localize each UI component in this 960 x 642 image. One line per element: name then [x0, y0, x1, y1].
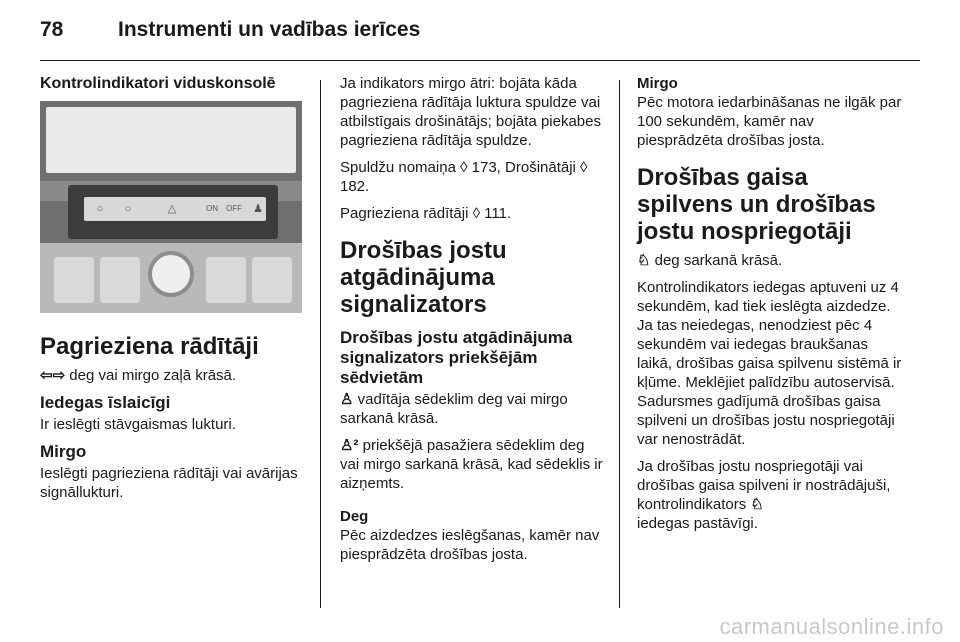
column-2	[340, 74, 605, 572]
paragraph: ♙² priekšējā pasažiera sēdeklim deg vai mirgo sarkanā krāsā, kad sēdeklis ir aizņemts.	[340, 437, 603, 492]
column-divider-2	[619, 80, 620, 608]
paragraph: Ja drošības jostu nospriegotāji vai drošības gaisa spilveni ir nostrādājuši, kontrolindikators ♘ iedegas pastāvīgi.	[637, 458, 891, 532]
watermark-url: carmanualsonline.info	[719, 614, 944, 639]
console-photo	[40, 101, 302, 313]
paragraph: Pagrieziena rādītāji ◊ 111.	[340, 205, 512, 222]
paragraph: ♘ deg sarkanā krāsā.	[637, 252, 783, 269]
column-1	[40, 74, 305, 510]
paragraph: Ieslēgti pagrieziena rādītāji vai avārijas signāllukturi.	[40, 465, 298, 501]
header-divider	[40, 60, 920, 61]
paragraph: Pēc aizdedzes ieslēgšanas, kamēr nav piesprādzēta drošības josta.	[340, 527, 600, 563]
section-label: Kontrolindikatori viduskonsolē	[40, 75, 276, 92]
subheading-flashing: Mirgo	[40, 442, 87, 461]
hazard-icon: △	[167, 203, 177, 215]
airbag-on-indicator: ON	[206, 204, 218, 213]
subheading-flashing: Mirgo	[637, 75, 678, 92]
heading-turn-signals: Pagrieziena rādītāji	[40, 333, 259, 360]
passenger-seatbelt-icon: ♙²	[340, 437, 359, 454]
lock-icon: ○	[124, 203, 132, 215]
subheading-on: Deg	[340, 508, 369, 525]
seatbelt-icon: ♟	[253, 203, 263, 215]
paragraph: Ja indikators mirgo ātri: bojāta kāda pagrieziena rādītāja luktura spuldze vai atbilstīgais drošinātājs; bojāta piekabes pagrieziena rādītāja spuldze.	[340, 75, 601, 149]
control-knob	[148, 251, 194, 297]
column-3	[637, 74, 902, 541]
subheading-briefly: Iedegas īslaicīgi	[40, 393, 171, 412]
turn-signal-icon: ⇦⇨	[40, 367, 66, 384]
airbag-icon: ♘	[750, 496, 764, 513]
airbag-off-indicator: OFF	[226, 204, 242, 213]
paragraph: ♙ vadītāja sēdeklim deg vai mirgo sarkanā krāsā.	[340, 391, 568, 427]
heading-airbag: Drošības gaisa spilvens un drošības jostu nospriegotāji	[637, 164, 876, 245]
column-divider-1	[320, 80, 321, 608]
airbag-icon: ♘	[637, 252, 651, 269]
paragraph: Spuldžu nomaiņa ◊ 173, Drošinātāji ◊ 182.	[340, 159, 588, 195]
subheading-front-seats: Drošības jostu atgādinājuma signalizators priekšējām sēdvietām	[340, 328, 573, 387]
paragraph: Pēc motora iedarbināšanas ne ilgāk par 100 sekundēm, kamēr nav piesprādzēta drošības josta.	[637, 94, 902, 149]
page-header	[40, 18, 920, 50]
page-number: 78	[40, 18, 64, 41]
paragraph: Ir ieslēgti stāvgaismas lukturi.	[40, 416, 236, 433]
turn-signal-text: ⇦⇨ deg vai mirgo zaļā krāsā.	[40, 367, 237, 384]
driver-seatbelt-icon: ♙	[340, 391, 354, 408]
paragraph: Kontrolindikators iedegas aptuveni uz 4 sekundēm, kad tiek ieslēgta aizdedze. Ja tas neiedegas, nenodziest pēc 4 sekundēm vai iedegas braukšanas laikā, drošības gaisa spilvenu sistēmā ir kļūme. Meklējiet palīdzību autoservisā. Sadursmes gadījumā drošības gaisa spilveni un drošības jostu nospriegotāji var nenostrādāt.	[637, 279, 902, 448]
lock-icon: ○	[96, 203, 104, 215]
heading-seatbelt-reminder: Drošības jostu atgādinājuma signalizators	[340, 237, 507, 318]
page-title: Instrumenti un vadības ierīces	[118, 18, 421, 41]
display-screen	[46, 107, 296, 173]
